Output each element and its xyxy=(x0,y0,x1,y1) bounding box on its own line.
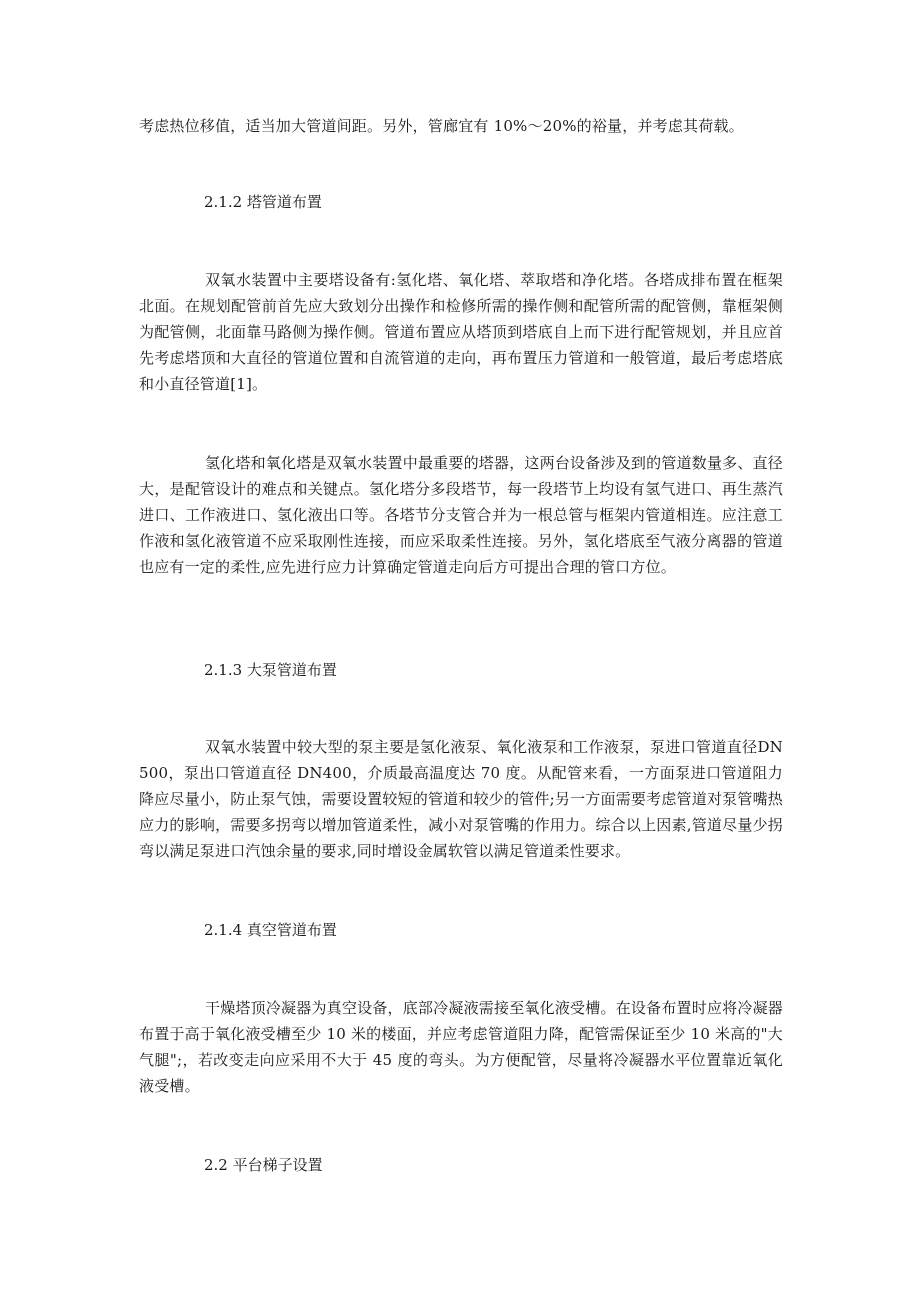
section-heading-2-1-4: 2.1.4 真空管道布置 xyxy=(204,921,337,939)
paragraph-large-pump-piping: 双氧水装置中较大型的泵主要是氢化液泵、氧化液泵和工作液泵，泵进口管道直径DN500，泵出口管道直径 DN400，介质最高温度达 70 度。从配管来看，一方面泵进口管道阻力降应尽量小，防止泵气蚀，需要设置较短的管道和较少的管件;另一方面需要考虑管道对泵管嘴热应力的影响，需要多拐弯以增加管道柔性，减小对泵管嘴的作用力。综合以上因素,管道尽量少拐弯以满足泵进口汽蚀余量的要求,同时增设金属软管以满足管道柔性要求。 xyxy=(139,738,783,860)
section-heading-2-2: 2.2 平台梯子设置 xyxy=(204,1156,323,1174)
paragraph-hydrogenation-oxidation-towers: 氢化塔和氧化塔是双氧水装置中最重要的塔器，这两台设备涉及到的管道数量多、直径大，是配管设计的难点和关键点。氢化塔分多段塔节，每一段塔节上均设有氢气进口、再生蒸汽进口、工作液进口、氢化液出口等。各塔节分支管合并为一根总管与框架内管道相连。应注意工作液和氢化液管道不应采取刚性连接，而应采取柔性连接。另外，氢化塔底至气液分离器的管道也应有一定的柔性,应先进行应力计算确定管道走向后方可提出合理的管口方位。 xyxy=(139,454,783,576)
section-heading-2-1-2: 2.1.2 塔管道布置 xyxy=(204,193,322,211)
section-heading-2-1-3: 2.1.3 大泵管道布置 xyxy=(204,661,337,679)
paragraph-vacuum-piping: 干燥塔顶冷凝器为真空设备，底部冷凝液需接至氧化液受槽。在设备布置时应将冷凝器布置于高于氧化液受槽至少 10 米的楼面，并应考虑管道阻力降，配管需保证至少 10 米高的"大气腿";，若改变走向应采用不大于 45 度的弯头。为方便配管，尽量将冷凝器水平位置靠近氧化液受槽。 xyxy=(139,999,783,1095)
paragraph-tower-layout: 双氧水装置中主要塔设备有:氢化塔、氧化塔、萃取塔和净化塔。各塔成排布置在框架北面。在规划配管前首先应大致划分出操作和检修所需的操作侧和配管所需的配管侧，靠框架侧为配管侧，北面靠马路侧为操作侧。管道布置应从塔顶到塔底自上而下进行配管规划，并且应首先考虑塔顶和大直径的管道位置和自流管道的走向，再布置压力管道和一般管道，最后考虑塔底和小直径管道[1]。 xyxy=(139,271,783,393)
paragraph-pipe-rack-margin: 考虑热位移值，适当加大管道间距。另外，管廊宜有 10%～20%的裕量，并考虑其荷载。 xyxy=(139,117,744,135)
